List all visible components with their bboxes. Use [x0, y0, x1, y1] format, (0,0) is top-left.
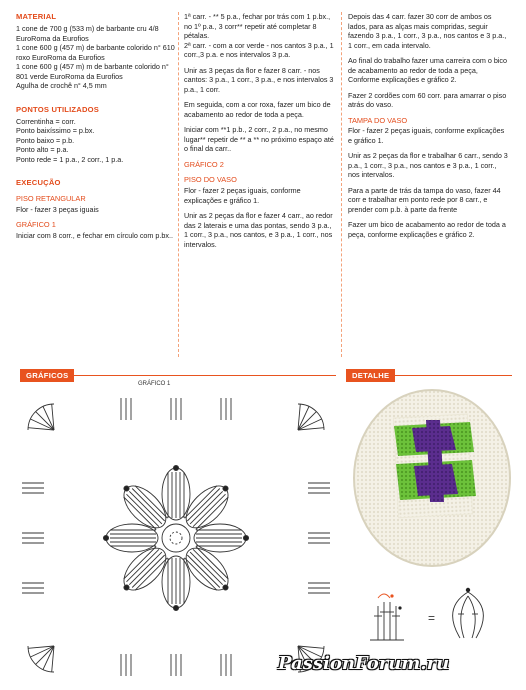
col3-paragraph: Depois das 4 carr. fazer 30 corr de ambos os lados, para as alças mais compridas, seguir fazendo 3 p.a., 1 corr., 3 p.a., nos cantos e 3 p.a., 1 corr., em cada intervalo.	[348, 12, 507, 50]
column-divider	[341, 12, 342, 357]
col3-paragraph: Unir as 2 peças da flor e trabalhar 6 carr., sendo 3 p.a., 1 corr., 3 p.a., nos cantos e 3 p.a., 1 corr., nos intervalos.	[348, 151, 508, 180]
fan-stitch	[36, 412, 54, 430]
col3-paragraph: Ao final do trabalho fazer uma carreira com o bico de acabamento ao redor de toda a peça, Conforme explicações e gráfico 2.	[348, 56, 508, 84]
join-dot	[173, 605, 178, 610]
grafico1-title: GRÁFICO 1	[16, 220, 56, 230]
col2-paragraph: Unir as 3 peças da flor e fazer 8 carr. - nos cantos: 3 p.a., 1 corr., 3 p.a., e nos intervalos 3 p.a., 1 corr.	[184, 65, 334, 94]
join-dot	[173, 465, 178, 470]
join-dot	[124, 585, 129, 590]
execucao-heading: EXECUÇÃO	[16, 178, 61, 188]
flower-purple-bottom	[396, 458, 476, 502]
graficos-banner: GRÁFICOS	[20, 369, 74, 382]
stitch-equivalence	[360, 578, 510, 648]
join-dot	[223, 585, 228, 590]
column-divider	[178, 12, 179, 357]
col2-paragraph: Iniciar com **1 p.b., 2 corr., 2 p.a., no mesmo lugar** repetir de ** a ** no próximo espaço até o final da carr..	[184, 125, 334, 153]
fan-stitch	[36, 646, 54, 664]
grafico1-text: Iniciar com 8 corr., e fechar em círculo com p.bx..	[16, 231, 173, 241]
detalhe-banner: DETALHE	[346, 369, 395, 382]
column-middle	[184, 12, 334, 255]
piso-retangular-title: PISO RETANGULAR	[16, 194, 86, 204]
pontos-heading: PONTOS UTILIZADOS	[16, 104, 99, 114]
pontos-text: Correntinha = corr. Ponto baixíssimo = p.bx. Ponto baixo = p.b. Ponto alto = p.a. Ponto rede = 1 p.a., 2 corr., 1 p.a.	[16, 116, 124, 164]
material-text: 1 cone de 700 g (533 m) de barbante cru 4/8 EuroRoma da Eurofios 1 cone 600 g (457 m) de barbante colorido n° 610 roxo EuroRoma da Eurofios 1 cone 600 g (457 m) m de barbante colorido n° 801 verde EuroRoma da Eurofios Agulha de crochê n° 4,5 mm	[16, 24, 175, 91]
column-left	[16, 12, 176, 247]
join-dot	[223, 486, 228, 491]
join-dot	[103, 535, 108, 540]
col3-paragraph: Fazer 2 cordões com 60 corr. para amarrar o piso atrás do vaso.	[348, 90, 507, 109]
flower-purple-top	[394, 420, 474, 458]
grafico2-title: GRÁFICO 2	[184, 159, 224, 169]
join-dot	[124, 486, 129, 491]
piso-retangular-text: Flor - fazer 3 peças iguais	[16, 204, 99, 214]
tampa-title: TAMPA DO VASO	[348, 115, 408, 125]
fan-stitch	[298, 412, 316, 430]
col2-paragraph: Em seguida, com a cor roxa, fazer um bico de acabamento ao redor de toda a peça.	[184, 100, 331, 119]
col2-paragraph: Unir as 2 peças da flor e fazer 4 carr., ao redor das 2 laterais e uma das pontas, sendo 3 p.a., 1 corr., 3 p.a., nos cantos, e 3 p.a., 1 corr., nos intervalos.	[184, 211, 333, 249]
equals-sign: =	[428, 611, 436, 625]
column-right	[348, 12, 508, 245]
detail-photo	[352, 386, 512, 576]
center-chain	[170, 532, 182, 544]
piso-vaso-title: PISO DO VASO	[184, 175, 237, 185]
col3-paragraph: Fazer um bico de acabamento ao redor de toda a peça, conforme explicações e gráfico 2.	[348, 220, 506, 239]
grafico1-label: GRÁFICO 1	[138, 381, 171, 387]
col2-paragraph: 1ª carr. - ** 5 p.a., fechar por trás com 1 p.bx., no 1º p.a., 3 corr** repetir até completar 8 pétalas. 2ª carr. - com a cor verde - nos cantos 3 p.a., 1 corr.,3 p.a. e nos intervalos 3 p.a.	[184, 12, 334, 59]
piso-vaso-text: Flor - fazer 2 peças iguais, conforme explicações e gráfico 1.	[184, 186, 301, 205]
col3-paragraph: Para a parte de trás da tampa do vaso, fazer 44 corr e trabalhar em ponto rede por 8 carr., e prender com p.b. à parte da frente	[348, 185, 501, 214]
watermark-text: PassionForum.ru	[278, 653, 450, 674]
join-dot	[243, 535, 248, 540]
material-heading: MATERIAL	[16, 12, 57, 21]
crochet-diagram	[16, 388, 336, 686]
center-ring	[162, 524, 190, 552]
tampa-text: Flor - fazer 2 peças iguais, conforme explicações e gráfico 1.	[348, 126, 505, 145]
